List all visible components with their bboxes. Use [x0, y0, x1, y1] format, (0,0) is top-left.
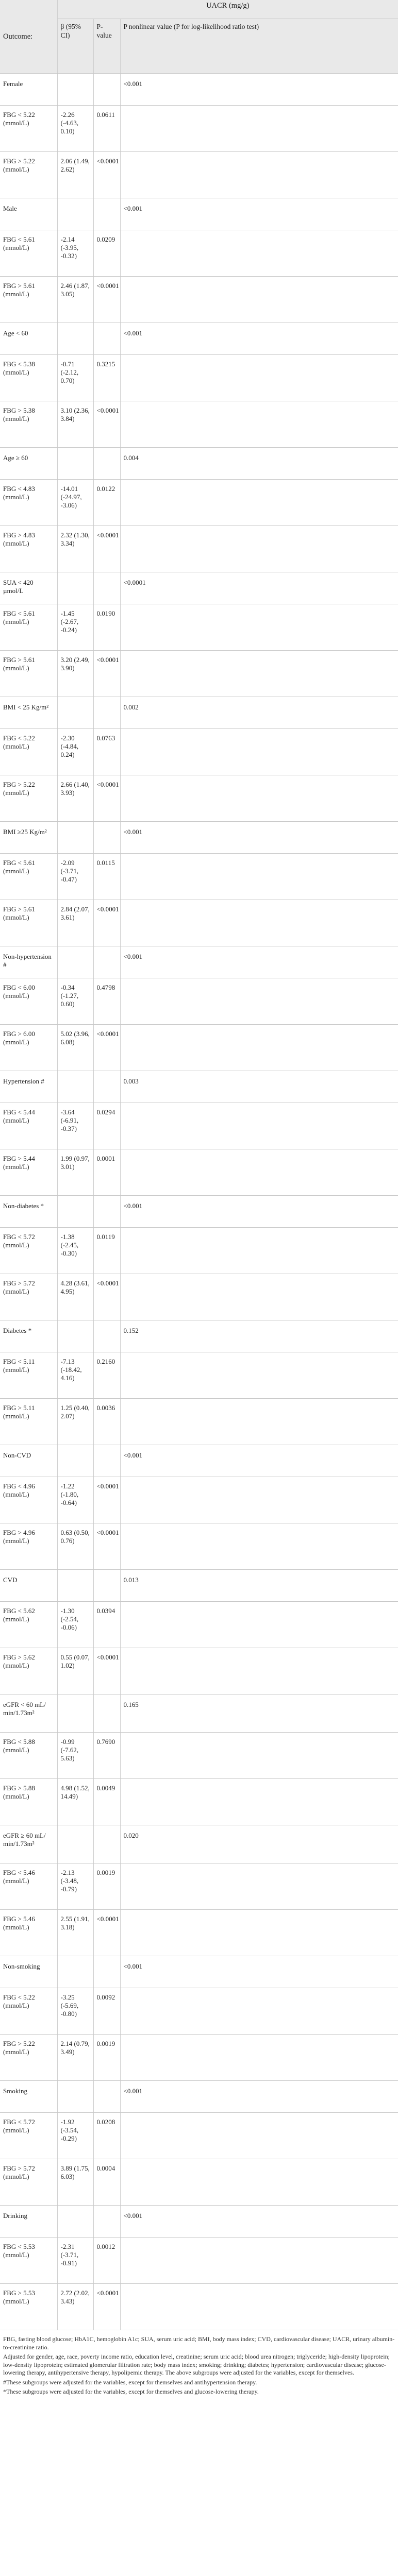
beta-ci-value: -14.01 (-24.97, -3.06) — [57, 480, 93, 526]
p-value: 0.0012 — [93, 2238, 120, 2284]
subgroup-p-nonlinear: <0.001 — [120, 2081, 398, 2113]
subgroup-beta-empty — [57, 946, 93, 978]
p-value: 0.0019 — [93, 1863, 120, 1910]
subgroup-p-empty — [93, 2206, 120, 2238]
subgroup-row — [0, 946, 398, 978]
p-nonlinear-empty — [120, 1399, 398, 1445]
subgroup-p-empty — [93, 1694, 120, 1733]
p-value: 0.3215 — [93, 355, 120, 401]
p-value: 0.0049 — [93, 1779, 120, 1825]
fbg-threshold-label: FBG > 5.61 (mmol/L) — [0, 277, 57, 323]
p-value: 0.0001 — [93, 1149, 120, 1196]
p-nonlinear-empty — [120, 1228, 398, 1274]
p-value: 0.0019 — [93, 2035, 120, 2081]
table-row — [0, 1399, 398, 1445]
subgroup-p-nonlinear: 0.013 — [120, 1570, 398, 1602]
subgroup-p-nonlinear: <0.001 — [120, 1956, 398, 1988]
beta-ci-value: -7.13 (-18.42, 4.16) — [57, 1352, 93, 1399]
beta-ci-value: -1.92 (-3.54, -0.29) — [57, 2113, 93, 2159]
fbg-threshold-label: FBG > 5.22 (mmol/L) — [0, 152, 57, 198]
table-body — [0, 74, 398, 2330]
fbg-threshold-label: FBG < 5.22 (mmol/L) — [0, 1988, 57, 2035]
p-value: <0.0001 — [93, 775, 120, 822]
beta-ci-value: -3.25 (-5.69, -0.80) — [57, 1988, 93, 2035]
p-value: <0.0001 — [93, 1274, 120, 1320]
subgroup-p-nonlinear: 0.152 — [120, 1320, 398, 1352]
table-row — [0, 651, 398, 697]
table-row — [0, 1352, 398, 1399]
subgroup-row — [0, 1320, 398, 1352]
subgroup-row — [0, 572, 398, 604]
beta-ci-value: 3.89 (1.75, 6.03) — [57, 2159, 93, 2206]
subgroup-row — [0, 822, 398, 854]
p-nonlinear-empty — [120, 1025, 398, 1071]
subgroup-p-empty — [93, 946, 120, 978]
subgroup-label: Diabetes * — [0, 1320, 57, 1352]
subgroup-p-empty — [93, 1320, 120, 1352]
table-row — [0, 978, 398, 1025]
subgroup-beta-empty — [57, 2081, 93, 2113]
subgroup-row — [0, 1694, 398, 1733]
beta-ci-value: -2.14 (-3.95, -0.32) — [57, 230, 93, 277]
fbg-threshold-label: FBG < 5.61 (mmol/L) — [0, 854, 57, 900]
p-nonlinear-empty — [120, 2284, 398, 2330]
p-nonlinear-empty — [120, 401, 398, 448]
table-row — [0, 1523, 398, 1570]
p-value: <0.0001 — [93, 1477, 120, 1523]
subgroup-beta-empty — [57, 74, 93, 106]
subgroup-row — [0, 697, 398, 729]
subgroup-label: Hypertension # — [0, 1071, 57, 1103]
footnote-abbreviations: FBG, fasting blood glucose; HbA1C, hemoglobin A1c; SUA, serum uric acid; BMI, body mass index; CVD, cardiovascular disease; UACR, urinary albumin-to-creatinine ratio. — [3, 2335, 395, 2351]
subgroup-row — [0, 2081, 398, 2113]
fbg-threshold-label: FBG > 5.46 (mmol/L) — [0, 1910, 57, 1956]
p-value: 0.0394 — [93, 1602, 120, 1648]
subgroup-p-empty — [93, 1071, 120, 1103]
table-row — [0, 1103, 398, 1149]
p-value: 0.7690 — [93, 1733, 120, 1779]
subgroup-row — [0, 323, 398, 355]
p-nonlinear-empty — [120, 1988, 398, 2035]
p-value: 0.0004 — [93, 2159, 120, 2206]
p-value: 0.0036 — [93, 1399, 120, 1445]
subgroup-row — [0, 1825, 398, 1863]
table-row — [0, 106, 398, 152]
beta-ci-value: 4.98 (1.52, 14.49) — [57, 1779, 93, 1825]
beta-ci-value: -1.30 (-2.54, -0.06) — [57, 1602, 93, 1648]
subgroup-label: Non-CVD — [0, 1445, 57, 1477]
beta-ci-value: -1.38 (-2.45, -0.30) — [57, 1228, 93, 1274]
table-row — [0, 1988, 398, 2035]
subgroup-p-nonlinear: <0.0001 — [120, 572, 398, 604]
p-value: 0.0209 — [93, 230, 120, 277]
p-nonlinear-empty — [120, 729, 398, 775]
subgroup-p-nonlinear: <0.001 — [120, 198, 398, 230]
p-nonlinear-empty — [120, 1103, 398, 1149]
subgroup-row — [0, 1196, 398, 1228]
p-value: 0.4798 — [93, 978, 120, 1025]
fbg-threshold-label: FBG < 4.83 (mmol/L) — [0, 480, 57, 526]
subgroup-beta-empty — [57, 448, 93, 480]
beta-ci-value: 3.20 (2.49, 3.90) — [57, 651, 93, 697]
p-nonlinear-empty — [120, 854, 398, 900]
table-row — [0, 2159, 398, 2206]
table-row — [0, 900, 398, 946]
p-nonlinear-empty — [120, 2035, 398, 2081]
subgroup-row — [0, 448, 398, 480]
p-value: <0.0001 — [93, 401, 120, 448]
subgroup-row — [0, 1956, 398, 1988]
p-nonlinear-empty — [120, 651, 398, 697]
beta-ci-value: 1.25 (0.40, 2.07) — [57, 1399, 93, 1445]
subgroup-p-empty — [93, 2081, 120, 2113]
beta-ci-value: -0.99 (-7.62, 5.63) — [57, 1733, 93, 1779]
subgroup-p-empty — [93, 323, 120, 355]
p-value: <0.0001 — [93, 1910, 120, 1956]
subgroup-p-nonlinear: 0.020 — [120, 1825, 398, 1863]
table-row — [0, 729, 398, 775]
table-row — [0, 1477, 398, 1523]
fbg-threshold-label: FBG > 5.53 (mmol/L) — [0, 2284, 57, 2330]
table-row — [0, 1149, 398, 1196]
outcome-header: Outcome: — [0, 0, 57, 74]
subgroup-p-empty — [93, 198, 120, 230]
subgroup-label: eGFR ≥ 60 mL/ min/1.73m² — [0, 1825, 57, 1863]
beta-ci-value: -2.26 (-4.63, 0.10) — [57, 106, 93, 152]
beta-ci-value: -2.30 (-4.84, 0.24) — [57, 729, 93, 775]
subgroup-beta-empty — [57, 1320, 93, 1352]
beta-ci-value: 2.32 (1.30, 3.34) — [57, 526, 93, 572]
p-nonlinear-empty — [120, 2113, 398, 2159]
fbg-threshold-label: FBG < 5.46 (mmol/L) — [0, 1863, 57, 1910]
p-nonlinear-empty — [120, 2238, 398, 2284]
fbg-threshold-label: FBG < 5.38 (mmol/L) — [0, 355, 57, 401]
p-value: 0.0208 — [93, 2113, 120, 2159]
fbg-threshold-label: FBG < 5.44 (mmol/L) — [0, 1103, 57, 1149]
p-nonlinear-empty — [120, 978, 398, 1025]
p-nonlinear-empty — [120, 526, 398, 572]
p-value: <0.0001 — [93, 277, 120, 323]
fbg-threshold-label: FBG > 5.72 (mmol/L) — [0, 1274, 57, 1320]
subgroup-p-empty — [93, 822, 120, 854]
table-row — [0, 152, 398, 198]
subgroup-beta-empty — [57, 822, 93, 854]
subgroup-label: CVD — [0, 1570, 57, 1602]
fbg-threshold-label: FBG > 5.22 (mmol/L) — [0, 2035, 57, 2081]
subgroup-p-empty — [93, 1956, 120, 1988]
subgroup-beta-empty — [57, 572, 93, 604]
table-row — [0, 230, 398, 277]
footnote-hash: #These subgroups were adjusted for the variables, except for themselves and antihypertension therapy. — [3, 2378, 257, 2386]
table-row — [0, 526, 398, 572]
p-nonlinear-empty — [120, 1523, 398, 1570]
beta-ci-value: -2.09 (-3.71, -0.47) — [57, 854, 93, 900]
beta-ci-value: 2.72 (2.02, 3.43) — [57, 2284, 93, 2330]
p-nonlinear-empty — [120, 1733, 398, 1779]
fbg-threshold-label: FBG > 4.83 (mmol/L) — [0, 526, 57, 572]
subgroup-label: SUA < 420 µmol/L — [0, 572, 57, 604]
table-row — [0, 1733, 398, 1779]
p-nonlinear-empty — [120, 2159, 398, 2206]
fbg-threshold-label: FBG < 5.62 (mmol/L) — [0, 1602, 57, 1648]
beta-ci-value: 2.55 (1.91, 3.18) — [57, 1910, 93, 1956]
fbg-threshold-label: FBG < 5.22 (mmol/L) — [0, 729, 57, 775]
subgroup-beta-empty — [57, 1196, 93, 1228]
subgroup-p-empty — [93, 1196, 120, 1228]
table-row — [0, 355, 398, 401]
subgroup-row — [0, 74, 398, 106]
p-nonlinear-empty — [120, 480, 398, 526]
subgroup-beta-empty — [57, 323, 93, 355]
p-nonlinear-empty — [120, 106, 398, 152]
subgroup-beta-empty — [57, 1956, 93, 1988]
table-row — [0, 1025, 398, 1071]
p-value: 0.0190 — [93, 604, 120, 651]
fbg-threshold-label: FBG < 5.61 (mmol/L) — [0, 230, 57, 277]
beta-ci-value: -2.13 (-3.48, -0.79) — [57, 1863, 93, 1910]
p-nonlinear-empty — [120, 1863, 398, 1910]
subgroup-p-nonlinear: 0.003 — [120, 1071, 398, 1103]
subgroup-p-nonlinear: <0.001 — [120, 946, 398, 978]
fbg-threshold-label: FBG > 5.38 (mmol/L) — [0, 401, 57, 448]
subgroup-p-empty — [93, 448, 120, 480]
subgroup-beta-empty — [57, 1825, 93, 1863]
p-value: <0.0001 — [93, 1523, 120, 1570]
table-row — [0, 1779, 398, 1825]
subgroup-label: Non-diabetes * — [0, 1196, 57, 1228]
subgroup-beta-empty — [57, 198, 93, 230]
p-value: 0.0611 — [93, 106, 120, 152]
subgroup-label: eGFR < 60 mL/ min/1.73m² — [0, 1694, 57, 1733]
beta-ci-value: 5.02 (3.96, 6.08) — [57, 1025, 93, 1071]
p-nonlinear-empty — [120, 1779, 398, 1825]
p-nonlinear-empty — [120, 1648, 398, 1694]
subgroup-beta-empty — [57, 2206, 93, 2238]
fbg-threshold-label: FBG > 5.62 (mmol/L) — [0, 1648, 57, 1694]
table-row — [0, 2113, 398, 2159]
table-row — [0, 1274, 398, 1320]
subgroup-beta-empty — [57, 1071, 93, 1103]
p-nonlinear-empty — [120, 1477, 398, 1523]
fbg-threshold-label: FBG > 6.00 (mmol/L) — [0, 1025, 57, 1071]
subgroup-beta-empty — [57, 1445, 93, 1477]
p-value: 0.0092 — [93, 1988, 120, 2035]
subgroup-beta-empty — [57, 1694, 93, 1733]
p-nonlinear-empty — [120, 1149, 398, 1196]
fbg-threshold-label: FBG > 5.61 (mmol/L) — [0, 900, 57, 946]
beta-ci-value: 2.06 (1.49, 2.62) — [57, 152, 93, 198]
subgroup-label: Drinking — [0, 2206, 57, 2238]
p-nonlinear-empty — [120, 900, 398, 946]
subgroup-p-nonlinear: <0.001 — [120, 1445, 398, 1477]
fbg-threshold-label: FBG < 6.00 (mmol/L) — [0, 978, 57, 1025]
p-nonlinear-empty — [120, 1602, 398, 1648]
table-row — [0, 604, 398, 651]
fbg-threshold-label: FBG > 5.22 (mmol/L) — [0, 775, 57, 822]
subgroup-p-empty — [93, 1825, 120, 1863]
fbg-threshold-label: FBG > 5.44 (mmol/L) — [0, 1149, 57, 1196]
beta-ci-value: 0.63 (0.50, 0.76) — [57, 1523, 93, 1570]
beta-ci-value: -3.64 (-6.91, -0.37) — [57, 1103, 93, 1149]
subgroup-row — [0, 1071, 398, 1103]
beta-ci-value: 2.66 (1.40, 3.93) — [57, 775, 93, 822]
table-row — [0, 1602, 398, 1648]
subgroup-p-empty — [93, 1445, 120, 1477]
p-value: <0.0001 — [93, 651, 120, 697]
fbg-threshold-label: FBG < 5.53 (mmol/L) — [0, 2238, 57, 2284]
fbg-threshold-label: FBG < 5.61 (mmol/L) — [0, 604, 57, 651]
subgroup-label: Non-smoking — [0, 1956, 57, 1988]
fbg-threshold-label: FBG < 5.88 (mmol/L) — [0, 1733, 57, 1779]
subgroup-p-nonlinear: 0.002 — [120, 697, 398, 729]
p-nonlinear-header: P nonlinear value (P for log-likelihood ratio test) — [120, 19, 398, 74]
subgroup-row — [0, 198, 398, 230]
beta-ci-value: 2.14 (0.79, 3.49) — [57, 2035, 93, 2081]
subgroup-row — [0, 2206, 398, 2238]
subgroup-p-nonlinear: <0.001 — [120, 2206, 398, 2238]
fbg-threshold-label: FBG > 4.96 (mmol/L) — [0, 1523, 57, 1570]
p-nonlinear-empty — [120, 277, 398, 323]
subgroup-label: Male — [0, 198, 57, 230]
footnote-star: *These subgroups were adjusted for the variables, except for themselves and glucose-lowering therapy. — [3, 2388, 259, 2395]
subgroup-label: Smoking — [0, 2081, 57, 2113]
p-value: <0.0001 — [93, 1648, 120, 1694]
table-row — [0, 1228, 398, 1274]
subgroup-p-empty — [93, 74, 120, 106]
subgroup-p-empty — [93, 697, 120, 729]
subgroup-p-nonlinear: <0.001 — [120, 822, 398, 854]
p-value: <0.0001 — [93, 2284, 120, 2330]
table-row — [0, 277, 398, 323]
fbg-threshold-label: FBG > 5.72 (mmol/L) — [0, 2159, 57, 2206]
footnotes — [0, 2330, 398, 2396]
beta-ci-value: -2.31 (-3.71, -0.91) — [57, 2238, 93, 2284]
table-row — [0, 1910, 398, 1956]
subgroup-label: Age ≥ 60 — [0, 448, 57, 480]
subgroup-beta-empty — [57, 697, 93, 729]
subgroup-row — [0, 1570, 398, 1602]
beta-ci-value: 1.99 (0.97, 3.01) — [57, 1149, 93, 1196]
fbg-threshold-label: FBG < 5.22 (mmol/L) — [0, 106, 57, 152]
p-nonlinear-empty — [120, 355, 398, 401]
p-value-header: P-value — [93, 19, 120, 74]
footnote-adjustment: Adjusted for gender, age, race, poverty income ratio, education level, creatinine; serum uric acid; blood urea nitrogen; triglyceride; high-density lipoprotein; low-density lipoprotein; estimated glomerular filtration rate; body mass index; smoking; drinking; diabetes; hypertension; cardiovascular disease; glucose-lowering therapy, antihypertensive therapy, hypolipemic therapy. The above subgroups were adjusted for the variables, except for themselves. — [3, 2353, 390, 2376]
fbg-threshold-label: FBG > 5.88 (mmol/L) — [0, 1779, 57, 1825]
table-row — [0, 2284, 398, 2330]
p-nonlinear-empty — [120, 604, 398, 651]
subgroup-label: BMI ≥25 Kg/m² — [0, 822, 57, 854]
subgroup-p-nonlinear: <0.001 — [120, 74, 398, 106]
table-row — [0, 401, 398, 448]
beta-ci-value: -1.22 (-1.80, -0.64) — [57, 1477, 93, 1523]
subgroup-p-nonlinear: 0.165 — [120, 1694, 398, 1733]
beta-ci-value: 2.84 (2.07, 3.61) — [57, 900, 93, 946]
p-value: 0.0763 — [93, 729, 120, 775]
subgroup-p-nonlinear: 0.004 — [120, 448, 398, 480]
table-row — [0, 2238, 398, 2284]
table-row — [0, 854, 398, 900]
beta-ci-value: -1.45 (-2.67, -0.24) — [57, 604, 93, 651]
fbg-threshold-label: FBG < 5.72 (mmol/L) — [0, 1228, 57, 1274]
p-nonlinear-empty — [120, 775, 398, 822]
uacr-header: UACR (mg/g) — [57, 0, 398, 19]
subgroup-label: BMI < 25 Kg/m² — [0, 697, 57, 729]
p-nonlinear-empty — [120, 1274, 398, 1320]
p-value: <0.0001 — [93, 900, 120, 946]
subgroup-label: Non-hypertension # — [0, 946, 57, 978]
beta-ci-value: 0.55 (0.07, 1.02) — [57, 1648, 93, 1694]
table-row — [0, 2035, 398, 2081]
subgroup-label: Age < 60 — [0, 323, 57, 355]
fbg-threshold-label: FBG > 5.11 (mmol/L) — [0, 1399, 57, 1445]
subgroup-row — [0, 1445, 398, 1477]
p-value: 0.0115 — [93, 854, 120, 900]
beta-ci-value: 4.28 (3.61, 4.95) — [57, 1274, 93, 1320]
beta-ci-value: 2.46 (1.87, 3.05) — [57, 277, 93, 323]
p-nonlinear-empty — [120, 1910, 398, 1956]
beta-header: β (95% CI) — [57, 19, 93, 74]
beta-ci-value: -0.71 (-2.12, 0.70) — [57, 355, 93, 401]
p-value: <0.0001 — [93, 1025, 120, 1071]
p-value: 0.0122 — [93, 480, 120, 526]
p-value: <0.0001 — [93, 152, 120, 198]
subgroup-label: Female — [0, 74, 57, 106]
beta-ci-value: -0.34 (-1.27, 0.60) — [57, 978, 93, 1025]
subgroup-beta-empty — [57, 1570, 93, 1602]
fbg-threshold-label: FBG < 5.11 (mmol/L) — [0, 1352, 57, 1399]
table-row — [0, 775, 398, 822]
subgroup-p-empty — [93, 572, 120, 604]
subgroup-p-nonlinear: <0.001 — [120, 1196, 398, 1228]
subgroup-p-nonlinear: <0.001 — [120, 323, 398, 355]
p-nonlinear-empty — [120, 230, 398, 277]
subgroup-p-empty — [93, 1570, 120, 1602]
fbg-threshold-label: FBG > 5.61 (mmol/L) — [0, 651, 57, 697]
p-nonlinear-empty — [120, 152, 398, 198]
table-row — [0, 480, 398, 526]
fbg-threshold-label: FBG < 5.72 (mmol/L) — [0, 2113, 57, 2159]
p-value: 0.0119 — [93, 1228, 120, 1274]
beta-ci-value: 3.10 (2.36, 3.84) — [57, 401, 93, 448]
table-row — [0, 1863, 398, 1910]
fbg-threshold-label: FBG < 4.96 (mmol/L) — [0, 1477, 57, 1523]
table-row — [0, 1648, 398, 1694]
p-value: 0.0294 — [93, 1103, 120, 1149]
table-header — [0, 0, 398, 74]
p-nonlinear-empty — [120, 1352, 398, 1399]
p-value: <0.0001 — [93, 526, 120, 572]
p-value: 0.2160 — [93, 1352, 120, 1399]
